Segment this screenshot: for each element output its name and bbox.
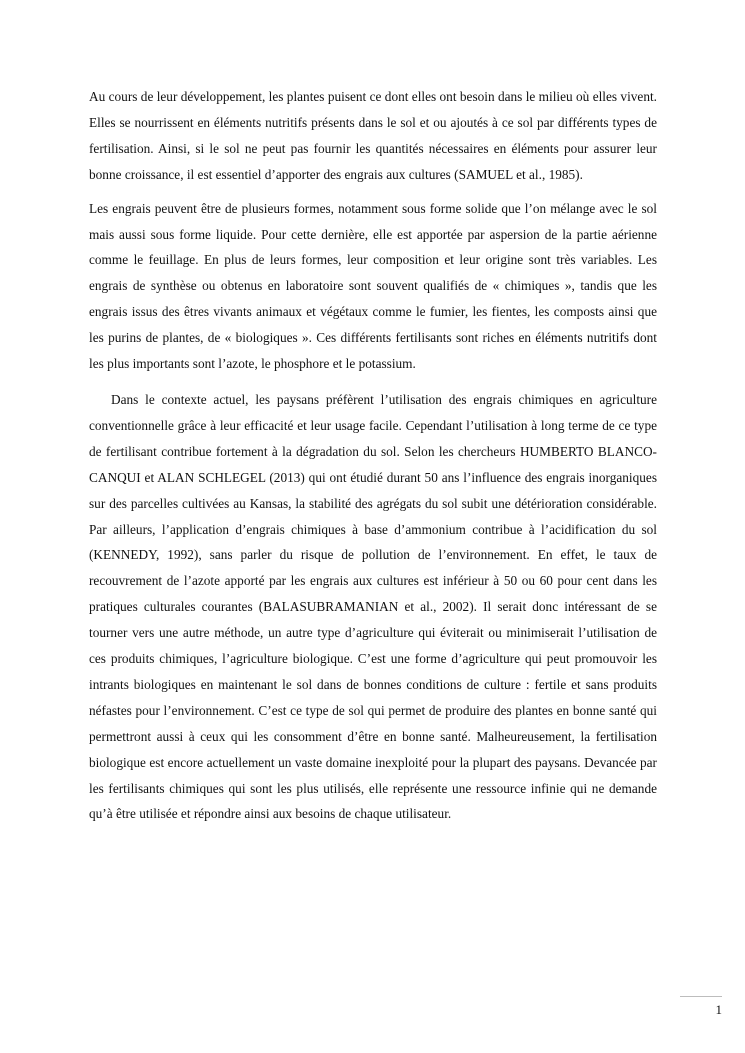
paragraph-intro: Au cours de leur développement, les plantes puisent ce dont elles ont besoin dans le milieu où elles vivent. Elles se nourrissent en éléments nutritifs présents dans le sol et ou ajoutés à ce sol par différents types de fertilisation. Ainsi, si le sol ne peut pas fournir les quantités nécessaires en éléments pour assurer leur bonne croissance, il est essentiel d’apporter des engrais aux cultures (SAMUEL et al., 1985).	[89, 89, 657, 182]
paragraph-context: Dans le contexte actuel, les paysans préfèrent l’utilisation des engrais chimiques en agriculture conventionnelle grâce à leur efficacité et leur usage facile. Cependant l’utilisation à long terme de ce type de fertilisant contribue fortement à la dégradation du sol. Selon les chercheurs HUMBERTO BLANCO-CANQUI et ALAN SCHLEGEL (2013) qui ont étudié durant 50 ans l’influence des engrais inorganiques sur des parcelles cultivées au Kansas, la stabilité des agrégats du sol subit une détérioration considérable. Par ailleurs, l’application d’engrais chimiques à base d’ammonium contribue à l’acidification du sol (KENNEDY, 1992), sans parler du risque de pollution de l’environnement. En effet, le taux de recouvrement de l’azote apporté par les engrais aux cultures est inférieur à 50 ou 60 pour cent dans les pratiques culturales courantes (BALASUBRAMANIAN et al., 2002). Il serait donc intéressant de se tourner vers une autre méthode, un autre type d’agriculture qui éviterait ou minimiserait l’utilisation de ces produits chimiques, l’agriculture biologique. C’est une forme d’agriculture qui peut promouvoir les intrants biologiques en maintenant le sol dans de bonnes conditions de culture : fertile et sans produits néfastes pour l’environnement. C’est ce type de sol qui permet de produire des plantes en bonne santé qui permettront aussi à ceux qui les consomment d’être en bonne santé. Malheureusement, la fertilisation biologique est encore actuellement un vaste domaine inexploité pour la plupart des paysans. Devancée par les fertilisants chimiques qui sont les plus utilisés, elle représente une ressource infinie qui ne demande qu’à être utilisée et répondre ainsi aux besoins de chaque utilisateur.	[89, 391, 657, 822]
paragraph-fertilizer-forms: Les engrais peuvent être de plusieurs formes, notamment sous forme solide que l’on mélange avec le sol mais aussi sous forme liquide. Pour cette dernière, elle est apportée par aspersion de la partie aérienne comme le feuillage. En plus de leurs formes, leur composition et leur origine sont très variables. Les engrais de synthèse ou obtenus en laboratoire sont souvent qualifiés de « chimiques », tandis que les engrais issus des êtres vivants animaux et végétaux comme le fumier, les fientes, les composts ainsi que les purins de plantes, de « biologiques ». Ces différents fertilisants sont riches en éléments nutritifs dont les plus importants sont l’azote, le phosphore et le potassium.	[89, 200, 657, 372]
page-footer	[680, 996, 722, 1017]
page-number: 1	[715, 1002, 722, 1017]
document-body	[89, 84, 657, 827]
